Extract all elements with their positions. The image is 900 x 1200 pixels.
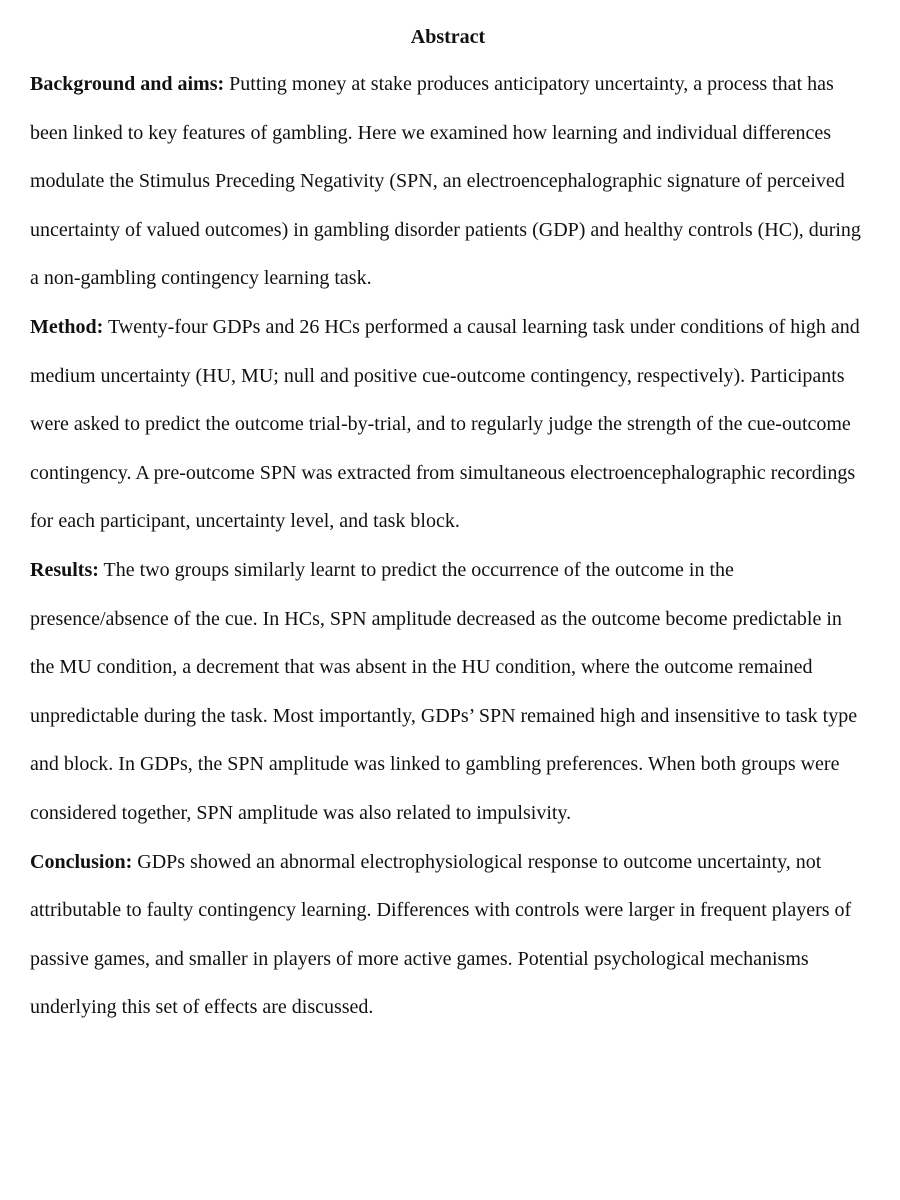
section-label: Method: [30,315,104,338]
section-text: Twenty-four GDPs and 26 HCs performed a causal learning task under conditions of high and medium uncertainty (HU, MU; null and positive cue-outcome contingency, respectively). Participants were asked to predict the outcome trial-by-trial, and to regularly judge the strength of the cue-outcome contingency. A pre-outcome SPN was extracted from simultaneous electroencephalographic recordings for each participant, uncertainty level, and task block. [30,315,860,533]
section-label: Background and aims: [30,73,225,95]
section-text: The two groups similarly learnt to predict the occurrence of the outcome in the presence/absence of the cue. In HCs, SPN amplitude decreased as the outcome become predictable in the MU condition, a decrement that was absent in the HU condition, where the outcome remained unpredictable during the task. Most importantly, GDPs’ SPN remained high and insensitive to task type and block. In GDPs, the SPN amplitude was linked to gambling preferences. When both groups were considered together, SPN amplitude was also related to impulsivity. [30,558,858,824]
section-conclusion [30,838,866,1032]
section-label: Results: [30,558,99,581]
section-text: GDPs showed an abnormal electrophysiological response to outcome uncertainty, not attributable to faulty contingency learning. Differences with controls were larger in frequent players of passive games, and smaller in players of more active games. Potential psychological mechanisms underlying this set of effects are discussed. [30,850,852,1019]
section-method [30,303,866,546]
abstract-title: Abstract [410,26,486,48]
section-text: Putting money at stake produces anticipatory uncertainty, a process that has been linked to key features of gambling. Here we examined how learning and individual differences modulate the Stimulus Preceding Negativity (SPN, an electroencephalographic signature of perceived uncertainty of valued outcomes) in gambling disorder patients (GDP) and healthy controls (HC), during a non-gambling contingency learning task. [30,73,861,290]
section-label: Conclusion: [30,850,133,873]
section-background-and-aims [30,60,866,303]
section-results [30,546,866,838]
